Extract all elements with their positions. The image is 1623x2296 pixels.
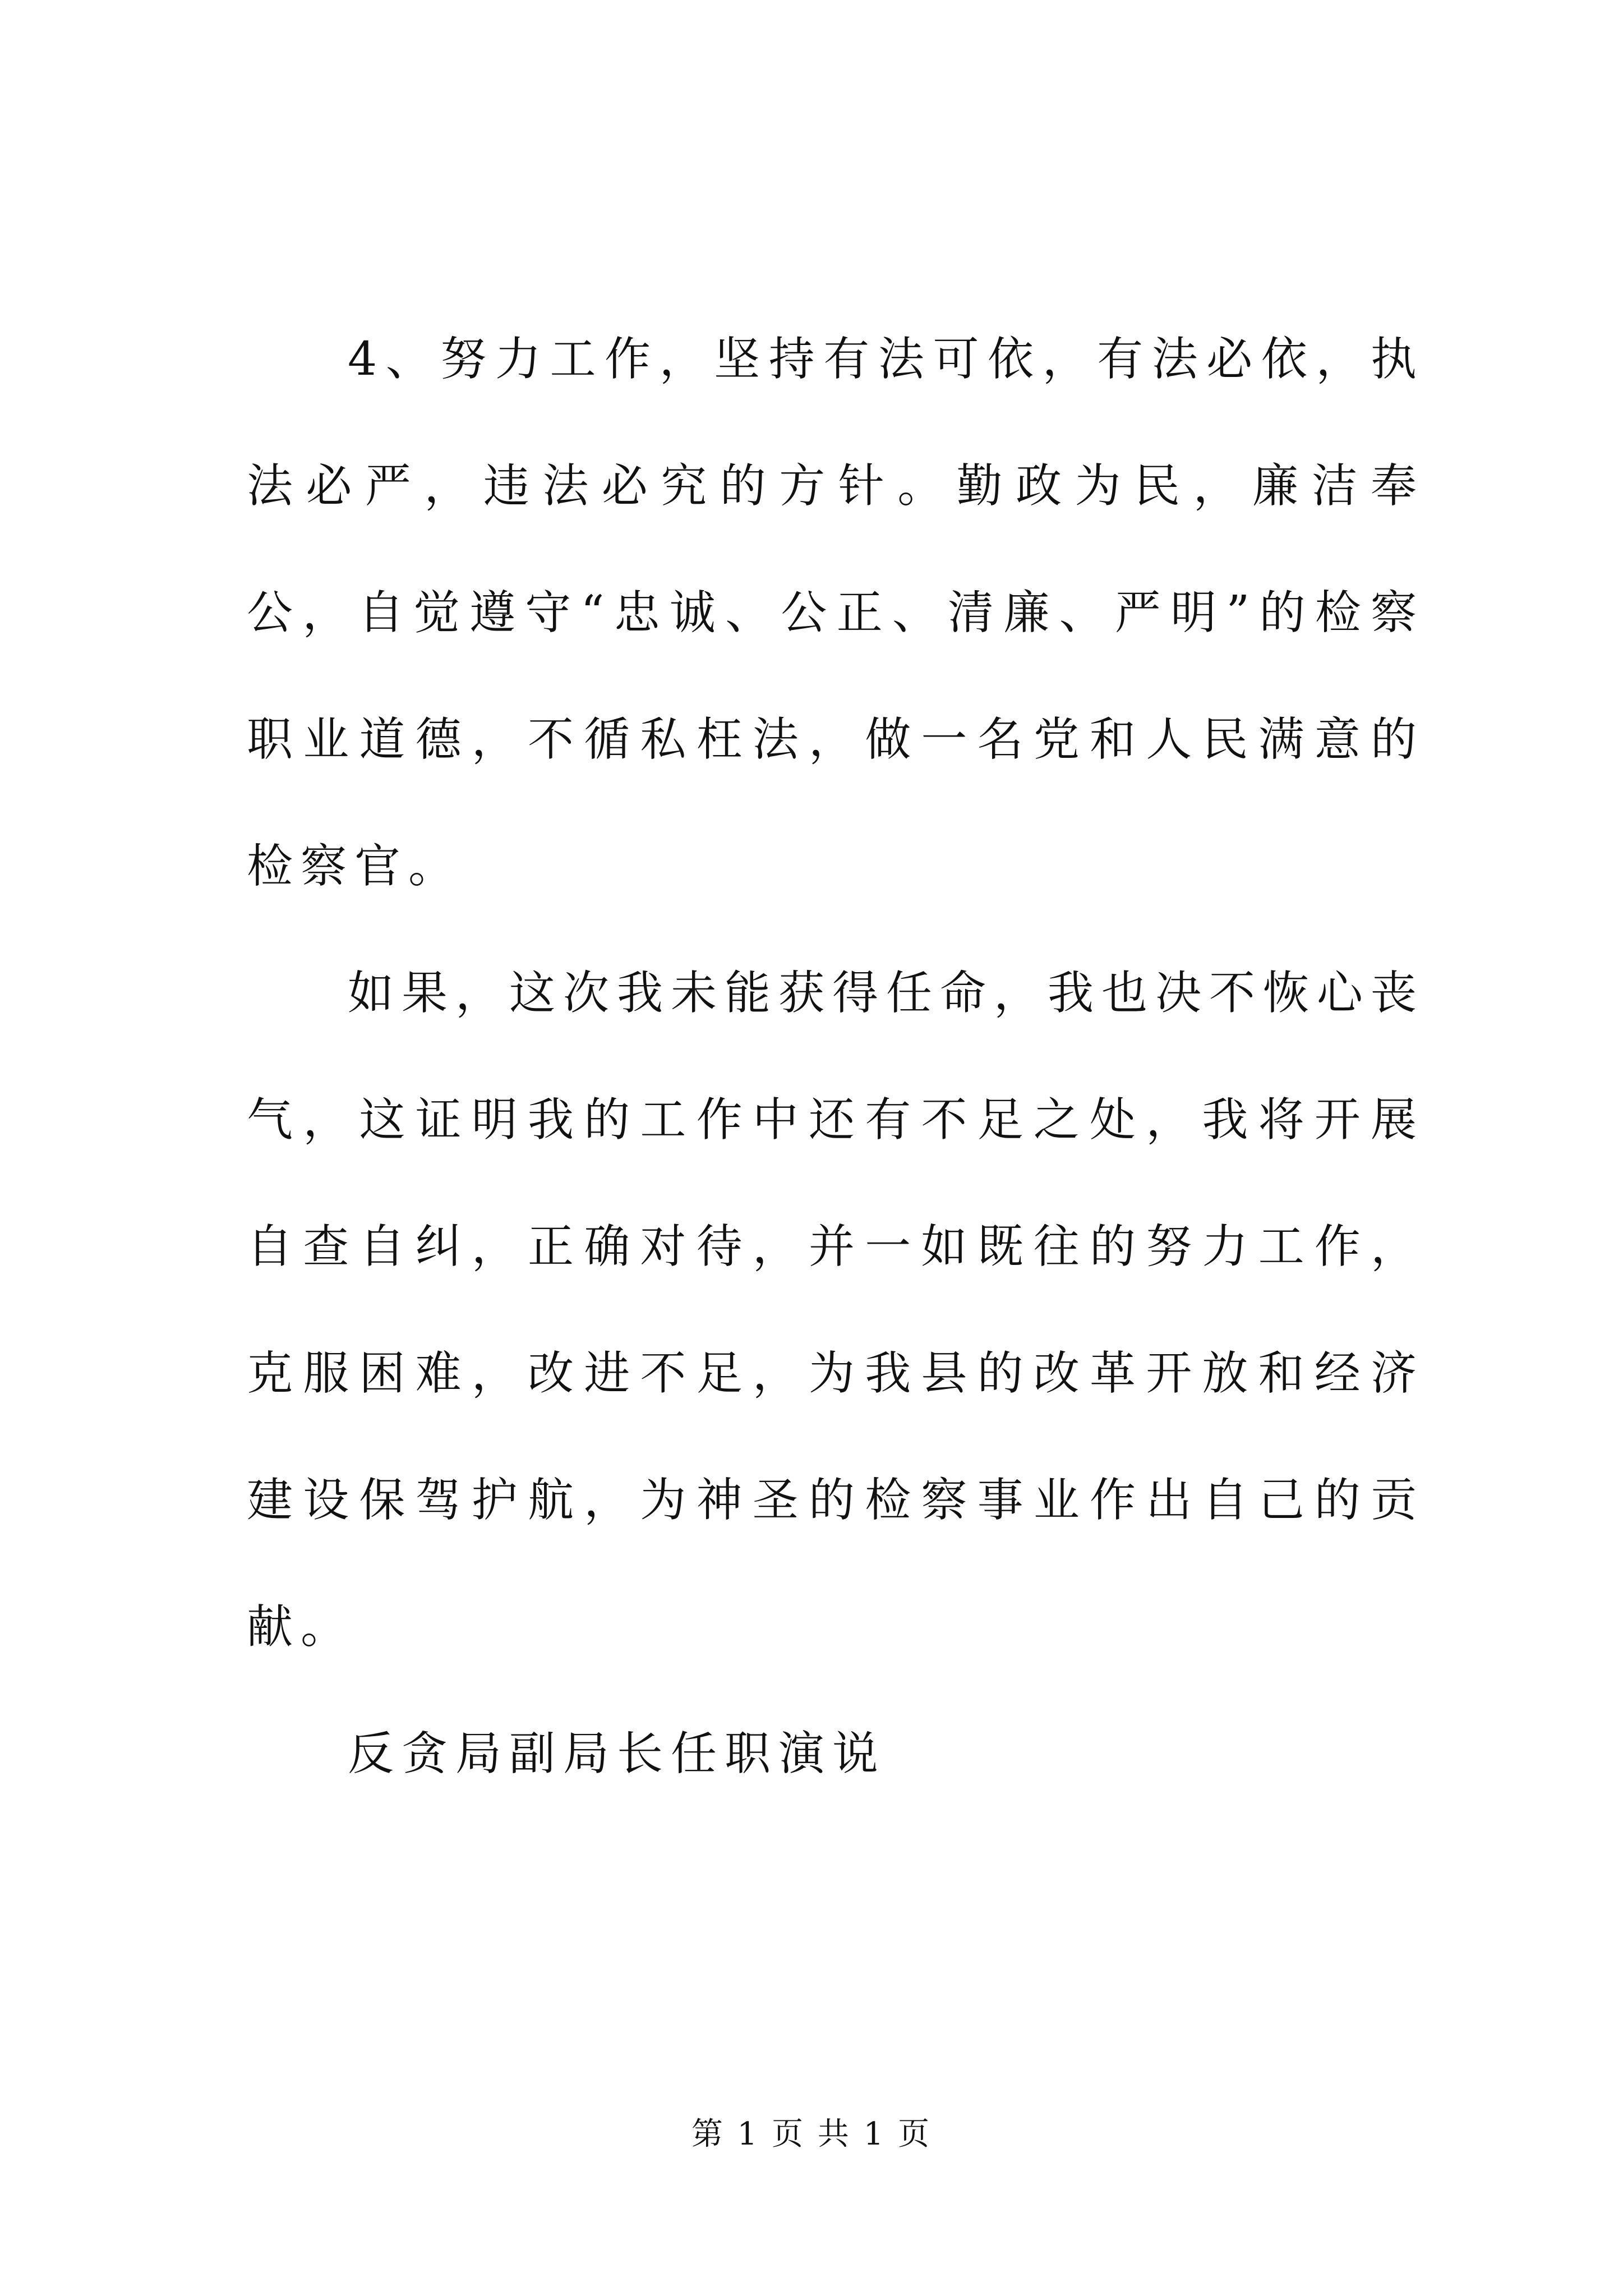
paragraph-if-not-appointed: 如果，这次我未能获得任命，我也决不恢心丧气，这证明我的工作中还有不足之处，我将开展自查自纠，正确对待，并一如既往的努力工作，克服困难，改进不足，为我县的改革开放和经济建设保驾护航，为神圣的检察事业作出自己的贡献。 [247, 967, 1425, 1654]
paragraph-commitment: 4、努力工作，坚持有法可依，有法必依，执法必严，违法必究的方针。勤政为民，廉洁奉公，自觉遵守“忠诚、公正、清廉、严明”的检察职业道德，不循私枉法，做一名党和人民满意的检察官。 [247, 333, 1424, 893]
page-footer: 第 1 页 共 1 页 [691, 2116, 932, 2152]
paragraph-title-line: 反贪局副局长任职演说 [348, 1727, 887, 1780]
document-body [247, 296, 1424, 1818]
